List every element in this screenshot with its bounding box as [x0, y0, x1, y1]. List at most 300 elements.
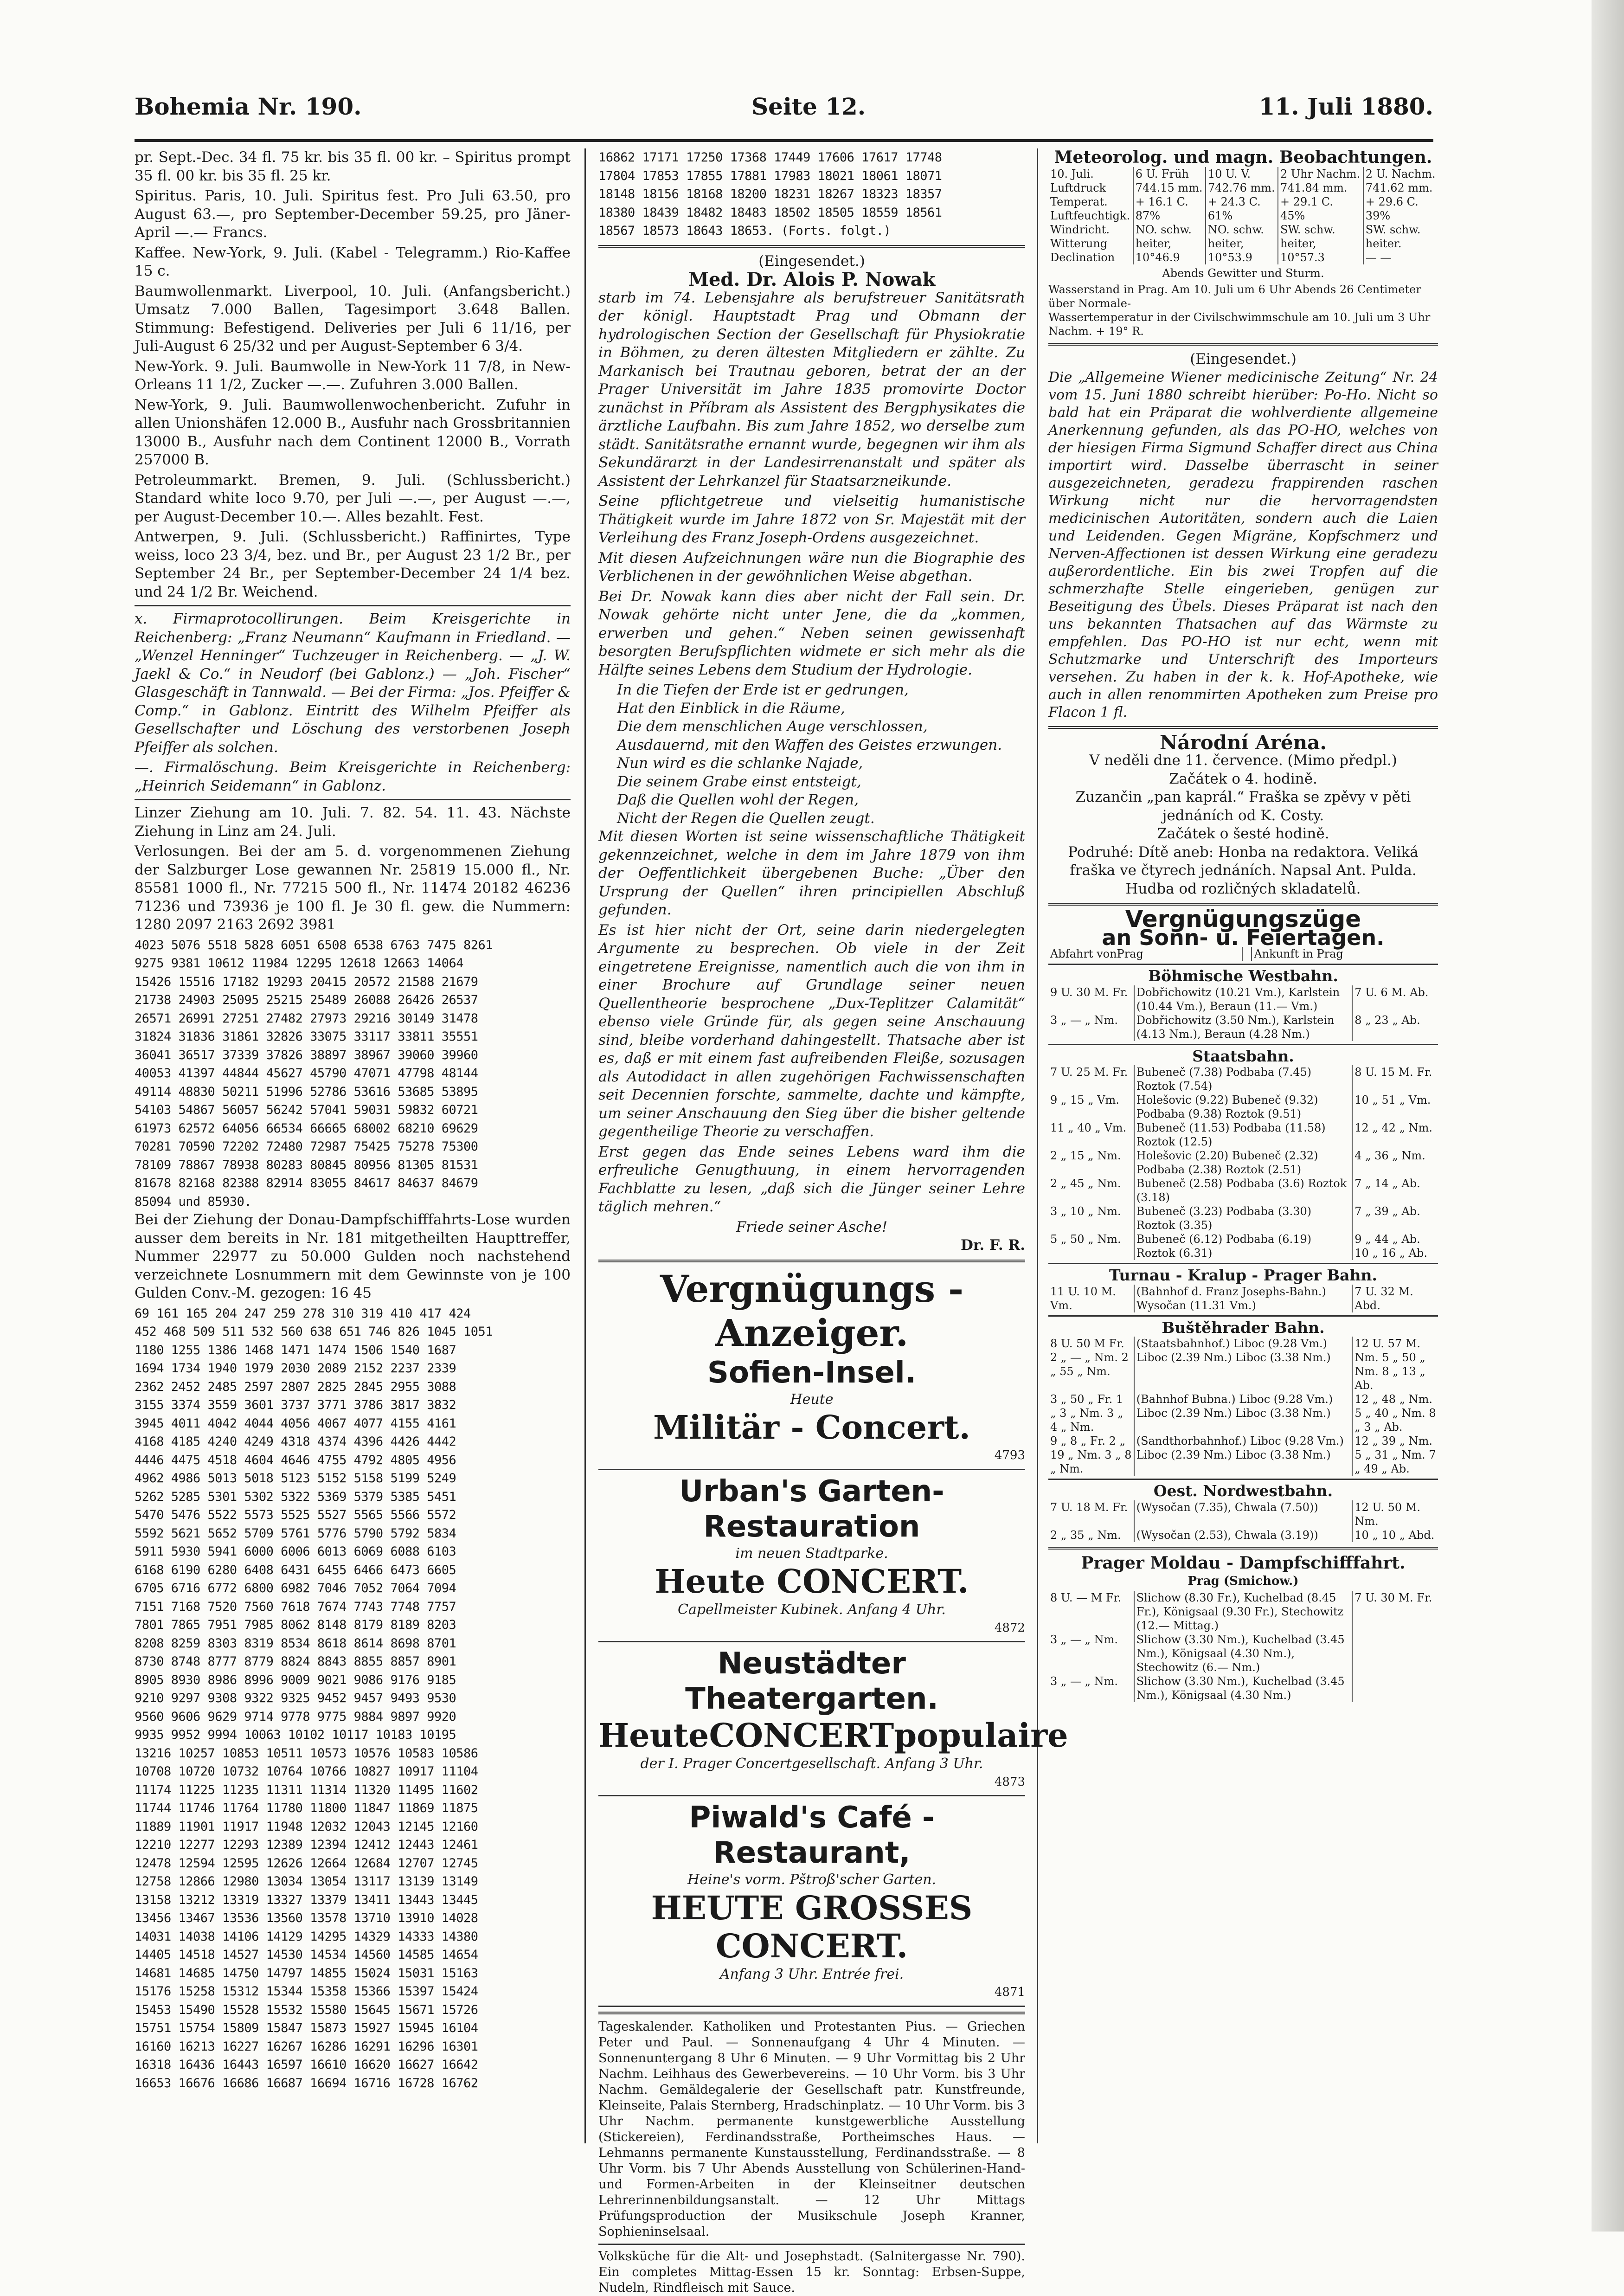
meteo-cell: 61% — [1206, 209, 1278, 223]
ad-number: 4872 — [994, 1621, 1025, 1635]
number-row: 7151 7168 7520 7560 7618 7674 7743 7748 7757 — [135, 1599, 456, 1614]
number-row: 9935 9952 9994 10063 10102 10117 10183 10195 — [135, 1728, 456, 1742]
number-row: 4168 4185 4240 4249 4318 4374 4396 4426 4442 — [135, 1434, 456, 1449]
market-report: Petroleummarkt. Bremen, 9. Juli. (Schlussbericht.) Standard white loco 9.70, per Juli —.—, per August —.—, per August-December 10.—. Alles bezahlt. Fest. — [135, 471, 571, 525]
timetable-row — [1048, 1285, 1438, 1312]
divider — [135, 799, 571, 800]
timetable-row — [1048, 1013, 1438, 1041]
ad-headline: HEUTE GROSSES CONCERT. — [651, 1888, 973, 1965]
number-row: 9275 9381 10612 11984 12295 12618 12663 14064 — [135, 956, 463, 971]
divider — [598, 1641, 1025, 1642]
departure-cell: 3 „ — „ Nm. — [1050, 1674, 1118, 1688]
number-row: 3155 3374 3559 3601 3737 3771 3786 3817 3832 — [135, 1398, 456, 1412]
header-right: 11. Juli 1880. — [1258, 93, 1433, 120]
route-cell: Slichow (8.30 Fr.), Kuchelbad (8.45 Fr.), Königsaal (9.30 Fr.), Stechowitz (12.— Mittag.) — [1134, 1591, 1352, 1633]
obituary-paragraph: Mit diesen Aufzeichnungen wäre nun die Biographie des Verblichenen in der gewöhnlichen Weise abgethan. — [598, 549, 1025, 585]
route-cell: Bubeneč (11.53) Podbaba (11.58) Roztok (12.5) — [1134, 1121, 1352, 1149]
route-cell: (Bahnhof d. Franz Josephs-Bahn.) Wysočan (11.31 Vm.) — [1134, 1285, 1352, 1312]
number-row: 13216 10257 10853 10511 10573 10576 10583 10586 — [135, 1746, 478, 1761]
obituary-poem — [598, 681, 1025, 828]
meteo-row — [1048, 195, 1438, 209]
meteo-row — [1048, 181, 1438, 195]
arena-line: Podruhé: Dítě aneb: Honba na redaktora. Veliká fraška ve čtyrech jednáních. Napsal Ant. Pulda. Hudba od rozličných skladatelů. — [1068, 843, 1419, 897]
lottery-numbers-2 — [135, 1305, 571, 2093]
divider — [598, 2012, 1025, 2014]
departure-cell: 2 „ 45 „ Nm. — [1050, 1177, 1121, 1190]
departure-cell: 8 U. — M Fr. — [1050, 1591, 1122, 1604]
timetable-row — [1048, 1500, 1438, 1528]
number-row: 15453 15490 15528 15532 15580 15645 15671 15726 — [135, 2002, 478, 2017]
vz-title-1: Vergnügungszüge — [1125, 906, 1361, 933]
route-cell: (Bahnhof Bubna.) Liboc (9.28 Vm.) Liboc (2.39 Nm.) Liboc (3.38 Nm.) — [1134, 1392, 1352, 1434]
arrival-cell: 12 „ 42 „ Nm. — [1352, 1121, 1438, 1149]
arena-title: Národní Aréna. — [1159, 731, 1327, 754]
section-name: Oest. Nordwestbahn. — [1153, 1482, 1333, 1500]
obituary-text-2 — [598, 828, 1025, 1216]
timetable-section — [1048, 1479, 1438, 1542]
number-row: 8208 8259 8303 8319 8534 8618 8614 8698 8701 — [135, 1636, 456, 1651]
meteo-cell: Luftdruck — [1050, 181, 1106, 194]
header-left: Bohemia Nr. 190. — [135, 93, 362, 120]
number-row: 18567 18573 18643 18653. (Forts. folgt.) — [598, 224, 891, 238]
number-row: 9560 9606 9629 9714 9778 9775 9884 9897 9920 — [135, 1709, 456, 1724]
route-cell: Slichow (3.30 Nm.), Kuchelbad (3.45 Nm.), Königsaal (4.30 Nm.), Stechowitz (6.— Nm.) — [1134, 1633, 1352, 1674]
market-report: Baumwollenmarkt. Liverpool, 10. Juli. (Anfangsbericht.) Umsatz 7.000 Ballen, Tagesimport 3.648 Ballen. Stimmung: Befestigend. Deliveries per Juli 6 11/16, per Juli-August 6 25/32 und per August-September 6 3/4. — [135, 283, 571, 354]
divider — [598, 245, 1025, 248]
number-row: 11744 11746 11764 11780 11800 11847 11869 11875 — [135, 1801, 478, 1815]
meteo-cell: SW. schw. — [1363, 223, 1438, 237]
section-name: Turnau - Kralup - Prager Bahn. — [1109, 1266, 1377, 1284]
arrival-cell: 10 „ 10 „ Abd. — [1352, 1528, 1438, 1542]
ad-number: 4793 — [994, 1448, 1025, 1462]
number-row: 69 161 165 204 247 259 278 310 319 410 417 424 — [135, 1306, 471, 1321]
number-row: 10708 10720 10732 10764 10766 10827 10917 11104 — [135, 1764, 478, 1779]
divider — [598, 1795, 1025, 1796]
meteo-cell: 10°46.9 — [1133, 251, 1206, 264]
arrival-cell: 4 „ 36 „ Nm. — [1352, 1149, 1438, 1177]
column-1 — [135, 148, 571, 2143]
timetable-section — [1048, 1315, 1438, 1476]
divider — [1048, 1547, 1438, 1550]
meteo-cell: SW. schw. — [1278, 223, 1363, 237]
market-report: Antwerpen, 9. Juli. (Schlussbericht.) Raffinirtes, Type weiss, loco 23 3/4, bez. und Br., per August 23 1/2 Br., per September 24 Br., per September-December 24 1/4 bez. und 24 1/2 Br. Weichend. — [135, 528, 571, 600]
section-table — [1048, 1065, 1438, 1260]
obituary-paragraph: Es ist hier nicht der Ort, seine darin niedergelegten Argumente zu besprechen. Ob viele in der Zeit eingetretene Ereignisse, namentlich auch die von ihm in einer Brochure auf Grundlage seiner neuen Quellentheorie besprochene „Dux-Teplitzer Calamität“ ebenso viele Gründe für, als gegen seine Anschauung sind, bleibe vorderhand dahingestellt. Thatsache aber ist es, daß er mit einem fast aufreibenden Fleiße, sozusagen als Autodidact in allen zugehörigen Fachwissenschaften seit Decennien forschte, sammelte, dachte und kämpfte, um seiner Anschauung den Sieg über die bisher geltende gegentheilige Theorie zu verschaffen. — [598, 921, 1025, 1140]
number-row: 6705 6716 6772 6800 6982 7046 7052 7064 7094 — [135, 1581, 456, 1595]
number-row: 54103 54867 56057 56242 57041 59031 59832 60721 — [135, 1103, 478, 1117]
market-report: Spiritus. Paris, 10. Juli. Spiritus fest. Pro Juli 63.50, pro August 63.—, pro September-December 59.25, pro Jäner-April —.— Francs. — [135, 187, 571, 241]
meteo-row — [1048, 167, 1438, 181]
column-rule-2 — [1037, 148, 1038, 2143]
meteo-cell: 45% — [1278, 209, 1363, 223]
obituary-paragraph: Mit diesen Worten ist seine wissenschaftliche Thätigkeit gekennzeichnet, welche in dem im Jahre 1879 von ihm der Oeffentlichkeit übergebenen Buche: „Über den Ursprung der Quellen“ ihren principiellen Abschluß gefunden. — [598, 828, 1025, 918]
timetable-section — [1048, 1044, 1438, 1261]
number-row: 49114 48830 50211 51996 52786 53616 53685 53895 — [135, 1084, 478, 1099]
section-table — [1048, 1500, 1438, 1542]
number-row: 40053 41397 44844 45627 45790 47071 47798 48144 — [135, 1066, 478, 1080]
departure-cell: 3 „ 50 „ Fr. 1 „ 3 „ Nm. 3 „ 4 „ Nm. — [1050, 1393, 1123, 1434]
ad-note: Anfang 3 Uhr. Entrée frei. — [719, 1966, 904, 1982]
ad-title: Urban's Garten-Restauration — [679, 1474, 944, 1544]
meteo-header-cell: 2 U. Nachm. — [1363, 167, 1438, 181]
timetable-row — [1048, 1149, 1438, 1177]
number-row: 11889 11901 11917 11948 12032 12043 12145 12160 — [135, 1819, 478, 1834]
number-row: 18148 18156 18168 18200 18231 18267 18323 18357 — [598, 187, 942, 201]
number-row: 4962 4986 5013 5018 5123 5152 5158 5199 5249 — [135, 1471, 456, 1486]
meteo-cell: NO. schw. — [1133, 223, 1206, 237]
firm-registrations — [135, 610, 571, 795]
obituary-title: Med. Dr. Alois P. Nowak — [688, 269, 936, 290]
number-row: 14681 14685 14750 14797 14855 15024 15031 15163 — [135, 1966, 478, 1981]
header-center: Seite 12. — [751, 93, 866, 120]
meteo-note-3: Wassertemperatur in der Civilschwimmschule am 10. Juli um 3 Uhr Nachm. + 19° R. — [1048, 311, 1431, 338]
departure-cell: 5 „ 50 „ Nm. — [1050, 1233, 1121, 1246]
ad-subtitle: im neuen Stadtparke. — [735, 1545, 888, 1562]
number-row: 11174 11225 11235 11311 11314 11320 11495 11602 — [135, 1782, 478, 1797]
departure-cell: 8 U. 50 M Fr. 2 „ — „ Nm. 2 „ 55 „ Nm. — [1050, 1337, 1129, 1378]
meteo-cell: 10°53.9 — [1206, 251, 1278, 264]
poem-line: Nun wird es die schlanke Najade, — [617, 755, 863, 772]
poem-line: In die Tiefen der Erde ist er gedrungen, — [617, 682, 909, 698]
eingesendet-label-2: (Eingesendet.) — [1190, 351, 1297, 367]
meteo-note-1: Abends Gewitter und Sturm. — [1162, 266, 1324, 280]
departure-cell: 11 U. 10 M. Vm. — [1050, 1285, 1116, 1312]
arena-line: V neděli dne 11. července. (Mimo předpl.) — [1089, 752, 1397, 769]
number-row: 12758 12866 12980 13034 13054 13117 13139 13149 — [135, 1874, 478, 1889]
column-2 — [598, 148, 1068, 2295]
obituary-text — [598, 289, 1025, 680]
poem-line: Die seinem Grabe einst entsteigt, — [617, 773, 861, 790]
divider — [1048, 343, 1438, 346]
arrival-cell: 7 U. 6 M. Ab. — [1352, 985, 1438, 1013]
section-name: Böhmische Westbahn. — [1148, 967, 1338, 985]
number-row: 5262 5285 5301 5302 5322 5369 5379 5385 5451 — [135, 1489, 456, 1504]
arena-line: Zuzančin „pan kaprál.“ Fraška se zpěvy v pěti jednáních od K. Costy. — [1075, 789, 1411, 824]
arrival-cell: 9 „ 44 „ Ab. 10 „ 16 „ Ab. — [1352, 1232, 1438, 1260]
moldau-title: Prager Moldau - Dampfschifffahrt. — [1081, 1553, 1406, 1573]
number-row: 3945 4011 4042 4044 4056 4067 4077 4155 4161 — [135, 1416, 456, 1431]
number-row: 15426 15516 17182 19293 20415 20572 21588 21679 — [135, 974, 478, 989]
moldau-row — [1048, 1633, 1438, 1674]
section-name: Staatsbahn. — [1192, 1047, 1294, 1065]
number-row: 13158 13212 13319 13327 13379 13411 13443 13445 — [135, 1892, 478, 1907]
arrival-cell: 7 U. 32 M. Abd. — [1352, 1285, 1438, 1312]
section-table — [1048, 1285, 1438, 1312]
meteo-cell: Luftfeuchtigk. — [1050, 209, 1130, 222]
route-cell: (Staatsbahnhof.) Liboc (9.28 Vm.) Liboc (2.39 Nm.) Liboc (3.38 Nm.) — [1134, 1337, 1352, 1392]
timetable-row — [1048, 1392, 1438, 1434]
meteo-table — [1048, 167, 1438, 264]
timetable-row — [1048, 1093, 1438, 1121]
page-binding — [1592, 0, 1624, 2232]
obituary-paragraph: Bei Dr. Nowak kann dies aber nicht der Fall sein. Dr. Nowak gehörte nicht unter Jene, die da „kommen, erwerben und gehen.“ Neben seinen gewissenhaft besorgten Berufspflichten widmete er sich mehr als die Hälfte seines Lebens dem Studium der Hydrologie. — [598, 588, 1025, 678]
ad-number: 4871 — [994, 1985, 1025, 1999]
meteo-cell: Witterung — [1050, 237, 1108, 250]
route-cell: (Wysočan (2.53), Chwala (3.19)) — [1134, 1528, 1352, 1542]
number-row: 61973 62572 64056 66534 66665 68002 68210 69629 — [135, 1121, 478, 1136]
number-row: 5911 5930 5941 6000 6006 6013 6069 6088 6103 — [135, 1544, 456, 1559]
meteo-header-cell: 2 Uhr Nachm. — [1278, 167, 1363, 181]
meteo-cell: Windricht. — [1050, 223, 1110, 236]
column-rule-1 — [584, 148, 586, 2143]
number-row: 16318 16436 16443 16597 16610 16620 16627 16642 — [135, 2058, 478, 2072]
divider — [1048, 726, 1438, 729]
tageskalender: Tageskalender. Katholiken und Protestanten Pius. — Griechen Peter und Paul. — Sonnenaufgang 4 Uhr 4 Minuten. — Sonnenuntergang 8 Uhr 6 Minuten. — 9 Uhr Vormittag bis 2 Uhr Nachm. Leihhaus des Gewerbevereins. — 10 Uhr Vorm. bis 3 Uhr Nachm. Gemäldegalerie der Gesellschaft patr. Kunstfreunde, Kleinseite, Palais Sternberg, Hradschinplatz. — 10 Uhr Vorm. bis 3 Uhr Nachm. permanente kunstgewerbliche Ausstellung (Stickereien), Ferdinandsstraße, Portheimsches Haus. — Lehmanns permanente Kunstausstellung, Ferdinandsstraße. — 8 Uhr Vorm. bis 7 Uhr Abends Ausstellung von Schülerinen-Hand- und Formen-Arbeiten in der Kleinseitner deutschen Lehrerinnenbildungsanstalt. — 12 Uhr Mittags Prüfungsproduction der Musikschule Joseph Kranner, Sophieninselsaal. — [598, 2019, 1025, 2239]
meteo-header-cell: 10 U. V. — [1206, 167, 1278, 181]
meteo-cell: 39% — [1363, 209, 1438, 223]
arrival-cell: 10 „ 51 „ Vm. — [1352, 1093, 1438, 1121]
meteo-row — [1048, 209, 1438, 223]
meteo-cell: 10°57.3 — [1278, 251, 1363, 264]
meteo-cell: + 29.6 C. — [1363, 195, 1438, 209]
meteo-cell: 741.84 mm. — [1278, 181, 1363, 195]
divider — [598, 2006, 1025, 2007]
meteo-cell: 744.15 mm. — [1133, 181, 1206, 195]
divider — [598, 1469, 1025, 1470]
route-cell: Slichow (3.30 Nm.), Kuchelbad (3.45 Nm.), Königsaal (4.30 Nm.) — [1134, 1674, 1352, 1702]
meteo-row — [1048, 251, 1438, 264]
arena-line: Začátek o 4. hodině. — [1169, 770, 1317, 787]
timetable-row — [1048, 1337, 1438, 1392]
ad-title: Sofien-Insel. — [707, 1355, 917, 1390]
arrival-cell: 12 U. 57 M. Nm. 5 „ 50 „ Nm. 8 „ 13 „ Ab. — [1352, 1337, 1438, 1392]
number-row: 6168 6190 6280 6408 6431 6455 6466 6473 6605 — [135, 1563, 456, 1577]
timetable-row — [1048, 1121, 1438, 1149]
route-cell: Bubeneč (2.58) Podbaba (3.6) Roztok (3.18) — [1134, 1177, 1352, 1204]
meteo-cell: heiter, — [1133, 237, 1206, 251]
route-cell: Dobřichowitz (10.21 Vm.), Karlstein (10.44 Vm.), Beraun (11.— Vm.) — [1134, 985, 1352, 1013]
arena-line: Začátek o šesté hodině. — [1157, 825, 1329, 842]
meteo-note-2: Wasserstand in Prag. Am 10. Juli um 6 Uhr Abends 26 Centimeter über Normale- — [1048, 283, 1421, 310]
meteo-header-cell: 6 U. Früh — [1133, 167, 1206, 181]
ad-headline: Militär - Concert. — [653, 1408, 970, 1447]
number-row: 14405 14518 14527 14530 14534 14560 14585 14654 — [135, 1948, 478, 1962]
route-cell: Holešovic (2.20) Bubeneč (2.32) Podbaba (2.38) Roztok (2.51) — [1134, 1149, 1352, 1177]
number-row: 14031 14038 14106 14129 14295 14329 14333 14380 — [135, 1929, 478, 1944]
route-cell: Holešovic (9.22) Bubeneč (9.32) Podbaba (9.38) Roztok (9.51) — [1134, 1093, 1352, 1121]
ad-headline: Heute CONCERT. — [655, 1562, 969, 1601]
arrival-cell: 12 U. 50 M. Nm. — [1352, 1500, 1438, 1528]
departure-cell: 3 „ — „ Nm. — [1050, 1013, 1118, 1027]
moldau-row — [1048, 1674, 1438, 1702]
number-row: 12478 12594 12595 12626 12664 12684 12707 12745 — [135, 1856, 478, 1871]
timetable-row — [1048, 1528, 1438, 1542]
departure-cell: 9 U. 30 M. Fr. — [1050, 985, 1128, 999]
number-row: 1694 1734 1940 1979 2030 2089 2152 2237 2339 — [135, 1361, 456, 1376]
number-row: 5470 5476 5522 5573 5525 5527 5565 5566 5572 — [135, 1508, 456, 1522]
arena-program — [1048, 752, 1438, 898]
meteo-cell: Temperat. — [1050, 195, 1108, 208]
number-row: 13456 13467 13536 13560 13578 13710 13910 14028 — [135, 1911, 478, 1925]
eingesendet-label: (Eingesendet.) — [758, 252, 865, 270]
meteo-cell: heiter, — [1206, 237, 1278, 251]
timetable-row — [1048, 1065, 1438, 1093]
ad-subtitle: Heute — [790, 1391, 834, 1408]
meteo-row — [1048, 237, 1438, 251]
meteo-cell: 742.76 mm. — [1206, 181, 1278, 195]
ad-block — [598, 1474, 1025, 1643]
timetable-row — [1048, 1434, 1438, 1476]
departure-cell: 7 U. 25 M. Fr. — [1050, 1066, 1128, 1079]
linzer-ziehung: Linzer Ziehung am 10. Juli. 7. 82. 54. 11. 43. Nächste Ziehung in Linz am 24. Juli. — [135, 804, 571, 840]
header-rule — [135, 139, 1433, 142]
meteo-cell: 87% — [1133, 209, 1206, 223]
market-report: pr. Sept.-Dec. 34 fl. 75 kr. bis 35 fl. 00 kr. – Spiritus prompt 35 fl. 00 kr. bis 35 fl. 25 kr. — [135, 149, 571, 184]
ad-block — [598, 1800, 1025, 2007]
meteo-cell: + 16.1 C. — [1133, 195, 1206, 209]
route-cell: Bubeneč (6.12) Podbaba (6.19) Roztok (6.31) — [1134, 1232, 1352, 1260]
number-row: 12210 12277 12293 12389 12394 12412 12443 12461 — [135, 1838, 478, 1852]
obituary-friede: Friede seiner Asche! — [736, 1218, 888, 1235]
lottery-numbers-continued — [598, 148, 1025, 240]
number-row: 18380 18439 18482 18483 18502 18505 18559 18561 — [598, 205, 942, 220]
departure-cell: 2 „ 15 „ Nm. — [1050, 1149, 1121, 1162]
ad-title: Neustädter Theatergarten. — [685, 1646, 938, 1716]
number-row: 4023 5076 5518 5828 6051 6508 6538 6763 7475 8261 — [135, 938, 493, 952]
col-head-arrival: Ankunft in Prag — [1252, 947, 1438, 961]
meteo-header-cell: 10. Juli. — [1050, 167, 1094, 180]
firm-notice: x. Firmaprotocollirungen. Beim Kreisgerichte in Reichenberg: „Franz Neumann“ Kaufmann in Friedland. — „Wenzel Henninger“ Tuchzeuger in Reichenberg. — „J. W. Jaekl & Co.“ in Neudorf (bei Gablonz.) — „Joh. Fischer“ Glasgeschäft in Tannwald. — Bei der Firma: „Jos. Pfeiffer & Comp.“ in Gablonz. Eintritt des Wilhelm Pfeiffer als Gesellschafter und Löschung des verstorbenen Joseph Pfeiffer als solchen. — [135, 611, 571, 756]
market-report: New-York, 9. Juli. Baumwollenwochenbericht. Zufuhr in allen Unionshäfen 12.000 B., Ausfuhr nach Grossbritannien 13000 B., Ausfuhr nach dem Continent 12000 B., Vorrath 257000 B. — [135, 396, 571, 468]
departure-cell: 9 „ 15 „ Vm. — [1050, 1093, 1119, 1106]
entertainment-ads — [598, 1355, 1068, 2007]
section-table — [1048, 985, 1438, 1041]
timetable-section — [1048, 964, 1438, 1041]
arrival-cell: 12 „ 39 „ Nm. 5 „ 31 „ Nm. 7 „ 49 „ Ab. — [1352, 1434, 1438, 1476]
firm-notice: —. Firmalöschung. Beim Kreisgerichte in Reichenberg: „Heinrich Seidemann“ in Gablonz. — [135, 759, 571, 794]
number-row: 16160 16213 16227 16267 16286 16291 16296 16301 — [135, 2039, 478, 2054]
anzeiger-title: Vergnügungs - Anzeiger. — [660, 1267, 964, 1355]
departure-cell: 11 „ 40 „ Vm. — [1050, 1121, 1127, 1134]
divider — [598, 2244, 1025, 2245]
number-row: 17804 17853 17855 17881 17983 18021 18061 18071 — [598, 168, 942, 183]
ad-note: Capellmeister Kubinek. Anfang 4 Uhr. — [678, 1601, 946, 1618]
timetable-row — [1048, 1232, 1438, 1260]
number-row: 1180 1255 1386 1468 1471 1474 1506 1540 1687 — [135, 1343, 456, 1357]
ad-number: 4873 — [994, 1775, 1025, 1789]
ad-block — [598, 1646, 1068, 1796]
divider — [598, 1260, 1025, 1262]
donau-ziehung: Bei der Ziehung der Donau-Dampfschifffahrts-Lose wurden ausser dem bereits in Nr. 181 mitgetheilten Haupttreffer, Nummer 22977 zu 50.000 Gulden noch nachstehend verzeichnete Losnummern mit dem Gewinnste von je 100 Gulden Conv.-M. gezogen: 16 45 — [135, 1211, 571, 1301]
number-row: 9210 9297 9308 9322 9325 9452 9457 9493 9530 — [135, 1691, 456, 1705]
number-row: 4446 4475 4518 4604 4646 4755 4792 4805 4956 — [135, 1453, 456, 1467]
column-3 — [1048, 148, 1438, 2143]
timetable-row — [1048, 985, 1438, 1013]
market-report: Kaffee. New-York, 9. Juli. (Kabel - Telegramm.) Rio-Kaffee 15 c. — [135, 244, 571, 279]
meteo-cell: heiter, — [1278, 237, 1363, 251]
number-row: 70281 70590 72202 72480 72987 75425 75278 75300 — [135, 1139, 478, 1154]
ad-note: der I. Prager Concertgesellschaft. Anfang 3 Uhr. — [640, 1756, 983, 1772]
obituary-paragraph: Seine pflichtgetreue und vielseitig humanistische Thätigkeit wurde im Jahre 1872 von Sr. Majestät mit der Verleihung des Franz Joseph-Ordens ausgezeichnet. — [598, 493, 1025, 546]
number-row: 36041 36517 37339 37826 38897 38967 39060 39960 — [135, 1048, 478, 1062]
ad-block — [598, 1355, 1025, 1470]
poem-line: Hat den Einblick in die Räume, — [617, 700, 845, 717]
number-row: 21738 24903 25095 25215 25489 26088 26426 26537 — [135, 993, 478, 1007]
meteo-cell: + 24.3 C. — [1206, 195, 1278, 209]
volkskueche: Volksküche für die Alt- und Josephstadt. (Salnitergasse Nr. 790). Ein completes Mittag-Essen 15 kr. Sonntag: Erbsen-Suppe, Nudeln, Rindfleisch mit Sauce. — [598, 2249, 1025, 2295]
departure-cell: 9 „ 8 „ Fr. 2 „ 19 „ Nm. 3 „ 8 „ Nm. — [1050, 1434, 1132, 1475]
obituary-paragraph: Erst gegen das Ende seines Lebens ward ihm die erfreuliche Genugthuung, in einem hervorragenden Fachblatte zu lesen, „daß sich die Jünger seiner Lehre täglich mehren.“ — [598, 1143, 1025, 1215]
meteo-row — [1048, 223, 1438, 237]
route-cell: Bubeneč (3.23) Podbaba (3.30) Roztok (3.35) — [1134, 1204, 1352, 1232]
ad-title: Piwald's Café - Restaurant, — [689, 1801, 935, 1870]
number-row: 78109 78867 78938 80283 80845 80956 81305 81531 — [135, 1158, 478, 1172]
page-header — [135, 93, 1433, 135]
poem-line: Nicht der Regen die Quellen zeugt. — [617, 810, 875, 827]
arrival-cell: 7 „ 14 „ Ab. — [1352, 1177, 1438, 1204]
number-row: 31824 31836 31861 32826 33075 33117 33811 35551 — [135, 1029, 478, 1044]
moldau-table — [1048, 1591, 1438, 1702]
arrival-cell: 7 „ 39 „ Ab. — [1352, 1204, 1438, 1232]
section-table — [1048, 1337, 1438, 1476]
train-timetable — [1048, 947, 1438, 1542]
meteo-cell: heiter. — [1363, 237, 1438, 251]
col-head-departure: Abfahrt vonPrag — [1050, 947, 1143, 960]
arrival-cell: 7 U. 30 M. Fr. — [1352, 1591, 1438, 1633]
poem-line: Die dem menschlichen Auge verschlossen, — [617, 718, 928, 735]
market-reports — [135, 148, 571, 601]
number-row: 2362 2452 2485 2597 2807 2825 2845 2955 3088 — [135, 1379, 456, 1394]
meteo-cell: + 29.1 C. — [1278, 195, 1363, 209]
number-row: 85094 und 85930. — [135, 1194, 252, 1209]
number-row: 7801 7865 7951 7985 8062 8148 8179 8189 8203 — [135, 1618, 456, 1632]
meteo-cell: 741.62 mm. — [1363, 181, 1438, 195]
route-cell: (Wysočan (7.35), Chwala (7.50)) — [1134, 1500, 1352, 1528]
number-row: 5592 5621 5652 5709 5761 5776 5790 5792 5834 — [135, 1526, 456, 1541]
moldau-row — [1048, 1591, 1438, 1633]
poho-article: Die „Allgemeine Wiener medicinische Zeitung“ Nr. 24 vom 15. Juni 1880 schreibt hierüber: Po-Ho. Nicht so bald hat ein Präparat die wohlverdiente allgemeine Anerkennung gefunden, als das PO-HO, welches von der hiesigen Firma Sigmund Schaffer direct aus China importirt wird. Dasselbe überrascht in seiner ausgezeichneten, geradezu frappirenden raschen Wirkung nicht nur die hervorragendsten medicinischen Autoritäten, sondern auch die Laien und Leidenden. Gegen Migräne, Kopfschmerz und Nerven-Affectionen ist dessen Wirkung eine geradezu außerordentliche. Ein bis zwei Tropfen auf die schmerzhafte Stelle eingerieben, genügen zur Beseitigung des Übels. Dieses Präparat ist nach den uns bekannten Thatsachen auf das Wärmste zu empfehlen. Das PO-HO ist nur echt, wenn mit Schutzmarke und Unterschrift des Importeurs versehen. Zu haben in der k. k. Hof-Apotheke, wie auch in allen renommirten Apotheken zum Preise pro Flacon 1 fl. — [1048, 369, 1438, 720]
departure-cell: 2 „ 35 „ Nm. — [1050, 1528, 1121, 1542]
meteo-cell: — — — [1363, 251, 1438, 264]
number-row: 16862 17171 17250 17368 17449 17606 17617 17748 — [598, 150, 942, 165]
divider — [135, 605, 571, 606]
route-cell: Bubeneč (7.38) Podbaba (7.45) Roztok (7.54) — [1134, 1065, 1352, 1093]
lottery-numbers-1 — [135, 936, 571, 1211]
moldau-sub: Prag (Smichow.) — [1188, 1574, 1299, 1588]
number-row: 452 468 509 511 532 560 638 651 746 826 1045 1051 — [135, 1325, 493, 1339]
verlosungen: Verlosungen. Bei der am 5. d. vorgenommenen Ziehung der Salzburger Lose gewannen Nr. 25819 15.000 fl., Nr. 85581 1000 fl., Nr. 77215 500 fl., Nr. 11474 20182 46236 71236 und 73936 je 100 fl. Je 30 fl. gew. die Nummern: 1280 2097 2163 2692 3981 — [135, 843, 571, 933]
number-row: 8730 8748 8777 8779 8824 8843 8855 8857 8901 — [135, 1654, 456, 1669]
arrival-cell: 8 „ 23 „ Ab. — [1352, 1013, 1438, 1041]
meteo-title: Meteorolog. und magn. Beobachtungen. — [1054, 148, 1432, 167]
vz-title-2: an Sonn- u. Feiertagen. — [1102, 925, 1385, 950]
timetable-row — [1048, 1204, 1438, 1232]
number-row: 26571 26991 27251 27482 27973 29216 30149 31478 — [135, 1011, 478, 1026]
meteo-cell: NO. schw. — [1206, 223, 1278, 237]
route-cell: (Sandthorbahnhof.) Liboc (9.28 Vm.) Liboc (2.39 Nm.) Liboc (3.38 Nm.) — [1134, 1434, 1352, 1476]
number-row: 15751 15754 15809 15847 15873 15927 15945 16104 — [135, 2021, 478, 2035]
number-row: 8905 8930 8986 8996 9009 9021 9086 9176 9185 — [135, 1672, 456, 1687]
arrival-cell: 12 „ 48 „ Nm. 5 „ 40 „ Nm. 8 „ 3 „ Ab. — [1352, 1392, 1438, 1434]
number-row: 81678 82168 82388 82914 83055 84617 84637 84679 — [135, 1176, 478, 1190]
arrival-cell — [1352, 1674, 1438, 1702]
departure-cell: 3 „ — „ Nm. — [1050, 1633, 1118, 1646]
poem-line: Ausdauernd, mit den Waffen des Geistes erzwungen. — [617, 736, 1002, 753]
departure-cell: 3 „ 10 „ Nm. — [1050, 1205, 1121, 1218]
obituary-signature: Dr. F. R. — [961, 1237, 1025, 1254]
arrival-cell: 8 U. 15 M. Fr. — [1352, 1065, 1438, 1093]
poem-line: Daß die Quellen wohl der Regen, — [617, 791, 859, 808]
route-cell: Dobřichowitz (3.50 Nm.), Karlstein (4.13 Nm.), Beraun (4.28 Nm.) — [1134, 1013, 1352, 1041]
obituary-paragraph: starb im 74. Lebensjahre als berufstreuer Sanitätsrath der königl. Hauptstadt Prag und Obmann der hydrologischen Section der Gesellschaft für Physiokratie in Böhmen, zu deren ältesten Mitgliedern er zählte. Zu Markanisch bei Trautnau geboren, betrat der an der Prager Universität im Jahre 1835 promovirte Doctor zunächst in Příbram als Assistent des Bergphysikates die ärztliche Laufbahn. Bis zum Jahre 1852, wo derselbe zum städt. Sanitätsrathe ernannt wurde, begegnen wir ihm als Sekundärarzt in der Landesirrenanstalt und später als Assistent der Lehrkanzel für Staatsarzneikunde. — [598, 289, 1025, 489]
timetable-section — [1048, 1263, 1438, 1312]
ad-subtitle: Heine's vorm. Pštroß'scher Garten. — [687, 1872, 937, 1888]
number-row: 15176 15258 15312 15344 15358 15366 15397 15424 — [135, 1984, 478, 1999]
ad-headline: HeuteCONCERTpopulaire — [598, 1716, 1068, 1755]
departure-cell: 7 U. 18 M. Fr. — [1050, 1500, 1128, 1514]
arrival-cell — [1352, 1633, 1438, 1674]
number-row: 16653 16676 16686 16687 16694 16716 16728 16762 — [135, 2076, 478, 2090]
